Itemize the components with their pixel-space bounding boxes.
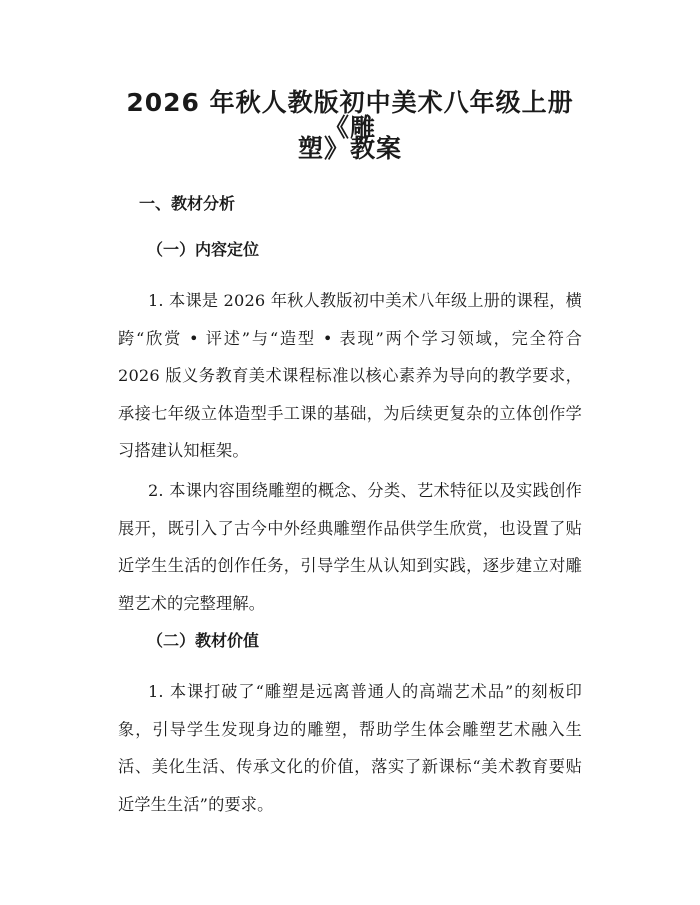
paragraph-content-positioning-2: 2. 本课内容围绕雕塑的概念、分类、艺术特征以及实践创作展开，既引入了古今中外经典雕塑作品供学生欣赏，也设置了贴近学生生活的创作任务，引导学生从认知到实践，逐步建立对雕塑艺术的完整理解。 — [118, 481, 582, 613]
subsection-heading-textbook-value: （二）教材价值 — [147, 631, 260, 650]
document-title-line-2: 塑》教案 — [297, 134, 402, 163]
paragraph-textbook-value-1: 1. 本课打破了“雕塑是远离普通人的高端艺术品”的刻板印象，引导学生发现身边的雕塑，帮助学生体会雕塑艺术融入生活、美化生活、传承文化的价值，落实了新课标“美术教育要贴近学生生活”的要求。 — [118, 682, 582, 814]
subsection-heading-content-positioning: （一）内容定位 — [147, 240, 260, 259]
paragraph-content-positioning-1: 1. 本课是 2026 年秋人教版初中美术八年级上册的课程，横跨“欣赏 • 评述”与“造型 • 表现”两个学习领域，完全符合 2026 版义务教育美术课程标准以核心素养为导向的教学要求，承接七年级立体造型手工课的基础，为后续更复杂的立体创作学习搭建认知框架。 — [118, 291, 582, 460]
document-title-line-1: 2026 年秋人教版初中美术八年级上册《雕 — [126, 88, 574, 142]
section-heading-textbook-analysis: 一、教材分析 — [139, 194, 236, 213]
